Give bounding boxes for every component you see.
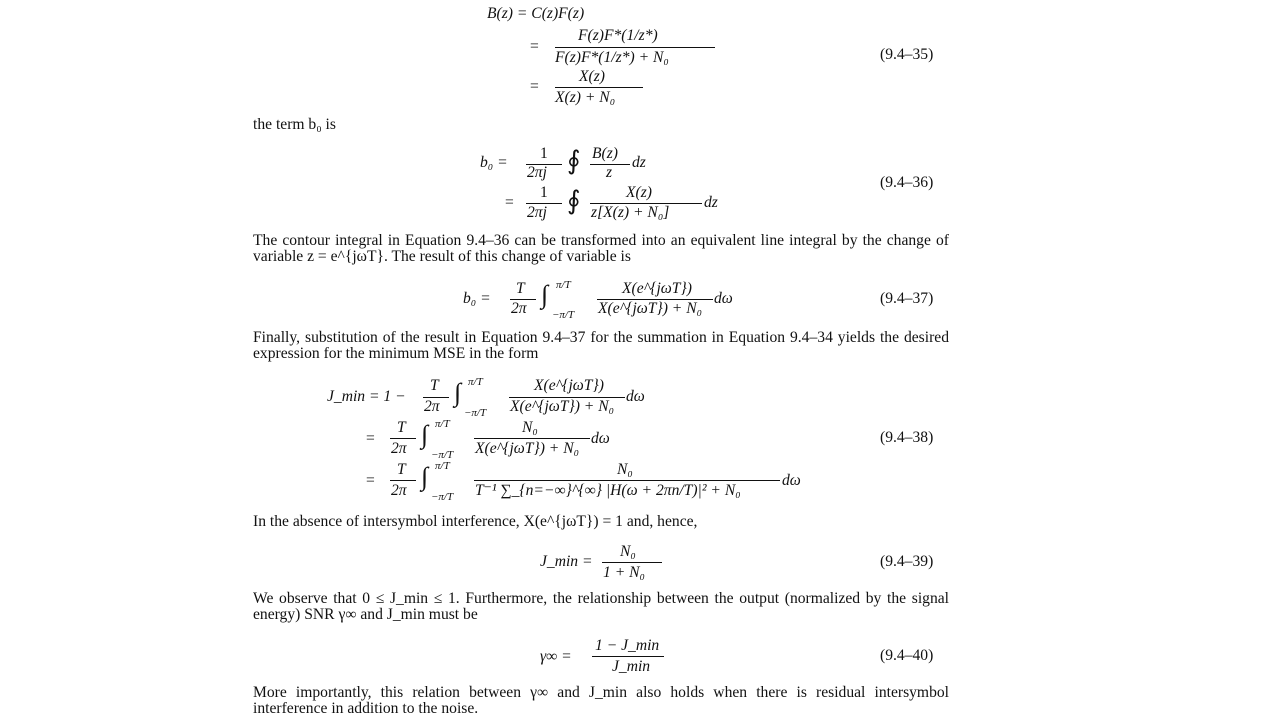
fraction-bar (474, 438, 590, 439)
eq-38-equals-3: = (366, 472, 375, 489)
eq-38-l1-coef-den: 2π (424, 398, 440, 415)
eq-36-l2-coef-num: 1 (540, 184, 548, 201)
eq-37-frac-den: X(e^{jωT}) + N₀ (598, 300, 703, 317)
fraction-bar (474, 480, 780, 481)
eq-38-l1-coef-num: T (430, 377, 439, 394)
eq-35-line1: B(z) = C(z)F(z) (487, 5, 585, 22)
eq-38-l1-lower: −π/T (464, 407, 487, 419)
eq-35-denominator-3: X(z) + N₀ (555, 89, 616, 106)
eq-37-dw: dω (714, 290, 733, 307)
contour-integral-icon: ∮ (567, 146, 581, 175)
equation-number: (9.4–39) (880, 553, 934, 570)
eq-36-l1-frac-den: z (606, 164, 613, 181)
eq-38-l3-upper: π/T (435, 460, 450, 472)
fraction-bar (390, 438, 416, 439)
equation-number: (9.4–38) (880, 429, 934, 446)
eq-38-l3-frac-den: T⁻¹ ∑_{n=−∞}^{∞} |H(ω + 2πn/T)|² + N₀ (475, 482, 741, 499)
paragraph: In the absence of intersymbol interference, X(e^{jωT}) = 1 and, hence, (253, 513, 698, 530)
equation-number: (9.4–37) (880, 290, 934, 307)
integral-icon: ∫ (421, 420, 429, 449)
contour-integral-icon: ∮ (567, 186, 581, 215)
eq-38-l2-lower: −π/T (431, 449, 454, 461)
eq-37-coef-den: 2π (511, 300, 527, 317)
eq-38-l2-frac-num: N₀ (522, 419, 538, 436)
eq-40-lhs: γ∞ = (540, 648, 572, 665)
eq-36-l2-frac-den: z[X(z) + N₀] (591, 204, 670, 221)
paragraph: Finally, substitution of the result in Equation 9.4–37 for the summation in Equation 9.4–34 yields the desired expression for the minimum MSE in the form (253, 329, 949, 362)
eq-35-equals-2: = (530, 38, 539, 55)
eq-38-l2-frac-den: X(e^{jωT}) + N₀ (475, 440, 580, 457)
fraction-bar (592, 656, 664, 657)
eq-36-l2-coef-den: 2πj (527, 204, 547, 221)
eq-36-lhs: b₀ = (480, 154, 508, 171)
eq-38-equals-2: = (366, 430, 375, 447)
equation-number: (9.4–40) (880, 647, 934, 664)
eq-40-num: 1 − J_min (595, 637, 660, 654)
eq-38-l3-lower: −π/T (431, 491, 454, 503)
eq-36-l1-frac-num: B(z) (592, 145, 618, 162)
eq-38-l2-dw: dω (591, 430, 610, 447)
eq-39-den: 1 + N₀ (603, 564, 645, 581)
eq-38-l3-dw: dω (782, 472, 801, 489)
eq-35-equals-3: = (530, 78, 539, 95)
eq-35-numerator-3: X(z) (579, 68, 605, 85)
eq-37-lower-limit: −π/T (552, 309, 575, 321)
eq-38-l2-upper: π/T (435, 418, 450, 430)
equation-number: (9.4–36) (880, 174, 934, 191)
eq-38-l1-upper: π/T (468, 376, 483, 388)
eq-38-l1-frac-den: X(e^{jωT}) + N₀ (510, 398, 615, 415)
eq-36-l1-coef-num: 1 (540, 145, 548, 162)
eq-35-denominator-2: F(z)F*(1/z*) + N₀ (555, 49, 669, 66)
eq-36-l1-dz: dz (632, 154, 646, 171)
fraction-bar (602, 562, 662, 563)
eq-38-l3-coef-num: T (397, 461, 406, 478)
eq-37-coef-num: T (516, 280, 525, 297)
eq-38-lhs: J_min = 1 − (327, 388, 406, 405)
eq-38-l1-dw: dω (626, 388, 645, 405)
eq-38-l2-coef-den: 2π (391, 440, 407, 457)
eq-35-numerator-2: F(z)F*(1/z*) (578, 27, 658, 44)
eq-36-l2-dz: dz (704, 194, 718, 211)
eq-38-l1-frac-num: X(e^{jωT}) (534, 377, 604, 394)
eq-39-lhs: J_min = (540, 553, 593, 570)
eq-39-num: N₀ (620, 543, 636, 560)
paragraph: the term b₀ is (253, 116, 336, 133)
paragraph: The contour integral in Equation 9.4–36 can be transformed into an equivalent line integral by the change of variable z = e^{jωT}. The result of this change of variable is (253, 232, 949, 265)
eq-40-den: J_min (612, 658, 651, 675)
integral-icon: ∫ (454, 378, 462, 407)
integral-icon: ∫ (421, 462, 429, 491)
eq-36-l1-coef-den: 2πj (527, 164, 547, 181)
fraction-bar (555, 87, 643, 88)
eq-36-equals-2: = (505, 194, 514, 211)
fraction-bar (390, 480, 416, 481)
paragraph: We observe that 0 ≤ J_min ≤ 1. Furthermore, the relationship between the output (normalized by the signal energy) SNR γ∞ and J_min must be (253, 590, 949, 623)
integral-icon: ∫ (541, 280, 549, 309)
eq-38-l3-coef-den: 2π (391, 482, 407, 499)
paragraph: More importantly, this relation between γ∞ and J_min also holds when there is residual intersymbol interference in addition to the noise. (253, 684, 949, 717)
equation-number: (9.4–35) (880, 46, 934, 63)
eq-37-lhs: b₀ = (463, 290, 491, 307)
fraction-bar (555, 47, 715, 48)
eq-38-l3-frac-num: N₀ (617, 461, 633, 478)
eq-37-upper-limit: π/T (556, 279, 571, 291)
eq-36-l2-frac-num: X(z) (626, 184, 652, 201)
eq-37-frac-num: X(e^{jωT}) (622, 280, 692, 297)
eq-38-l2-coef-num: T (397, 419, 406, 436)
